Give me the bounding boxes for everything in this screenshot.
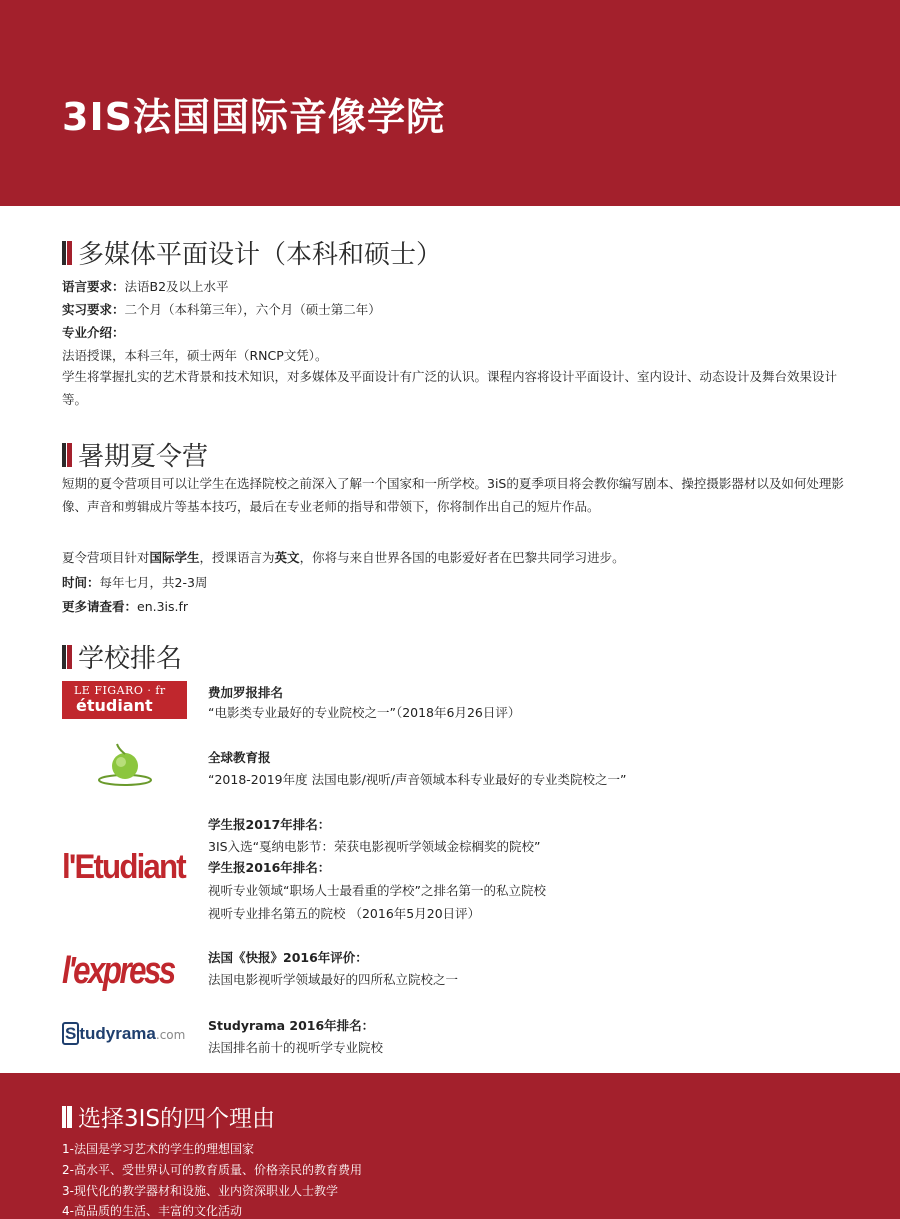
page-title: 3IS法国国际音像学院	[62, 95, 445, 139]
reason-item: 1-法国是学习艺术的学生的理想国家	[62, 1142, 254, 1156]
global-education-title: 全球教育报	[208, 750, 271, 765]
figaro-text: “电影类专业最好的专业院校之一”（2018年6月26日评）	[208, 705, 521, 720]
program-intro-label	[62, 323, 125, 341]
text: ，授课语言为	[199, 550, 275, 565]
reason-item: 2-高水平、受世界认可的教育质量、价格亲民的教育费用	[62, 1163, 362, 1177]
reasons-banner	[0, 1073, 900, 1219]
logo-text: tudyrama	[79, 1024, 156, 1043]
summer-more	[62, 597, 188, 615]
summer-time	[62, 573, 207, 591]
heading-marker-icon	[62, 443, 72, 467]
express-title: 法国《快报》2016年评价：	[208, 950, 368, 965]
text-bold: 国际学生	[149, 550, 200, 565]
label: 时间：	[62, 575, 100, 590]
heading-marker-icon	[62, 1106, 72, 1128]
logo-text: LE FIGARO · fr	[74, 684, 166, 697]
text-bold: 英文	[274, 550, 300, 565]
heading-text: 选择3IS的四个理由	[78, 1106, 276, 1132]
label: 更多请查看：	[62, 599, 138, 614]
global-education-text: “2018-2019年度 法国电影/视听/声音领域本科专业最好的专业类院校之一”	[208, 772, 627, 787]
label: 实习要求：	[62, 302, 125, 317]
website-link[interactable]: en.3is.fr	[137, 599, 189, 614]
logo-suffix: .com	[155, 1028, 186, 1042]
etudiant-2016-text-2: 视听专业排名第五的院校 （2016年5月20日评）	[208, 906, 481, 921]
program-intro-line: 法语授课，本科三年，硕士两年（RNCP文凭）。	[62, 348, 328, 363]
section-heading-ranking	[62, 638, 182, 675]
reason-item: 4-高品质的生活、丰富的文化活动	[62, 1204, 242, 1218]
heading-text: 学校排名	[78, 644, 183, 674]
logo-letter: S	[62, 1022, 79, 1045]
internship-requirement	[62, 300, 381, 318]
heading-text: 暑期夏令营	[78, 442, 209, 472]
etudiant-2016-title: 学生报2016年排名：	[208, 860, 331, 875]
section-heading-summer	[62, 436, 208, 473]
lexpress-logo: l'express	[62, 950, 174, 992]
logo-text: étudiant	[76, 696, 153, 715]
figaro-title: 费加罗报排名	[208, 685, 284, 700]
etudiant-2016-text-1: 视听专业领域“职场人士最看重的学校”之排名第一的私立院校	[208, 883, 546, 898]
heading-marker-icon	[62, 645, 72, 669]
text: ，你将与来自世界各国的电影爱好者在巴黎共同学习进步。	[299, 550, 625, 565]
text: 夏令营项目针对	[62, 550, 150, 565]
section-heading-multimedia	[62, 234, 442, 271]
global-education-logo-icon	[95, 740, 155, 788]
value: 每年七月，共2-3周	[99, 575, 208, 590]
program-intro-paragraph: 学生将掌握扎实的艺术背景和技术知识，对多媒体及平面设计有广泛的认识。课程内容将设计平面设计、室内设计、动态设计及舞台效果设计等。	[62, 369, 838, 407]
studyrama-logo	[62, 1024, 185, 1044]
heading-text: 多媒体平面设计（本科和硕士）	[78, 240, 443, 270]
studyrama-text: 法国排名前十的视听学专业院校	[208, 1040, 384, 1055]
summer-paragraph: 短期的夏令营项目可以让学生在选择院校之前深入了解一个国家和一所学校。3iS的夏季项目将会教你编写剧本、操控摄影器材以及如何处理影像、声音和剪辑成片等基本技巧，最后在专业老师的指导和带领下，你将制作出自己的短片作品。	[62, 476, 844, 514]
figaro-etudiant-logo	[62, 681, 187, 719]
reason-item: 3-现代化的教学器材和设施、业内资深职业人士教学	[62, 1184, 338, 1198]
studyrama-title: Studyrama 2016年排名：	[208, 1018, 375, 1033]
etudiant-2017-text: 3IS入选“戛纳电影节：荣获电影视听学领域金棕榈奖的院校”	[208, 839, 541, 854]
express-text: 法国电影视听学领域最好的四所私立院校之一	[208, 972, 459, 987]
header-banner	[0, 0, 900, 206]
summer-target-line	[62, 548, 625, 566]
value: 法语B2及以上水平	[124, 279, 229, 294]
language-requirement	[62, 277, 229, 295]
value: 二个月（本科第三年），六个月（硕士第二年）	[124, 302, 381, 317]
heading-marker-icon	[62, 241, 72, 265]
label: 语言要求：	[62, 279, 125, 294]
etudiant-2017-title: 学生报2017年排名：	[208, 817, 331, 832]
section-heading-reasons	[62, 1100, 275, 1133]
label: 专业介绍：	[62, 325, 125, 340]
letudiant-logo: l'Etudiant	[62, 848, 185, 886]
